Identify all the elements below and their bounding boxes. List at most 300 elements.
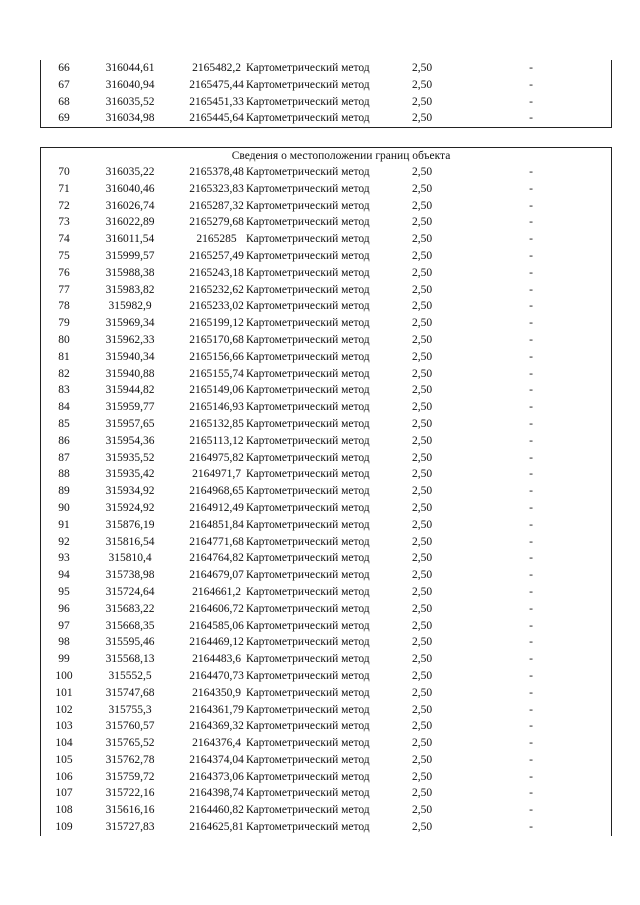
coord-x: 315765,52 [105, 737, 155, 750]
point-number: 82 [58, 367, 70, 380]
dash: - [529, 384, 533, 397]
coord-y: 2165279,68 [189, 216, 244, 229]
table-row [41, 668, 611, 685]
dash: - [529, 233, 533, 246]
table-row [41, 819, 611, 836]
table-row [41, 366, 611, 383]
point-number: 92 [58, 535, 70, 548]
coord-x: 315988,38 [105, 266, 155, 279]
point-number: 106 [55, 770, 73, 783]
coord-y: 2164661,2 [192, 585, 241, 598]
table-row [41, 77, 611, 94]
method: Картометрический метод [246, 350, 370, 363]
accuracy: 2,50 [411, 384, 433, 397]
method: Картометрический метод [246, 485, 370, 498]
point-number: 81 [58, 350, 70, 363]
accuracy: 2,50 [411, 753, 433, 766]
coord-x: 315983,82 [105, 283, 155, 296]
accuracy: 2,50 [411, 367, 433, 380]
coord-y: 2164606,72 [189, 602, 244, 615]
point-number: 94 [58, 569, 70, 582]
dash: - [529, 585, 533, 598]
coord-x: 315722,16 [105, 787, 155, 800]
coord-x: 315876,19 [105, 518, 155, 531]
coord-y: 2164460,82 [189, 804, 244, 817]
point-number: 70 [58, 166, 70, 178]
coord-y: 2165285 [196, 233, 237, 246]
coord-x: 315816,54 [105, 535, 155, 548]
coord-x: 316035,22 [105, 166, 155, 178]
dash: - [529, 300, 533, 313]
method: Картометрический метод [246, 585, 370, 598]
coord-y: 2164912,49 [189, 501, 244, 514]
coord-x: 316011,54 [105, 233, 155, 246]
accuracy: 2,50 [411, 720, 433, 733]
table-row [41, 248, 611, 265]
point-number: 104 [55, 737, 73, 750]
method: Картометрический метод [246, 821, 370, 834]
accuracy: 2,50 [411, 569, 433, 582]
dash: - [529, 821, 533, 834]
dash: - [529, 95, 533, 108]
coord-y: 2165323,83 [189, 182, 244, 195]
coord-x: 315747,68 [105, 686, 155, 699]
accuracy: 2,50 [411, 78, 433, 91]
accuracy: 2,50 [411, 401, 433, 414]
method: Картометрический метод [246, 434, 370, 447]
table-row [41, 433, 611, 450]
coord-y: 2164373,06 [189, 770, 244, 783]
table-row [41, 198, 611, 215]
point-number: 96 [58, 602, 70, 615]
accuracy: 2,50 [411, 434, 433, 447]
point-number: 83 [58, 384, 70, 397]
point-number: 95 [58, 585, 70, 598]
dash: - [529, 804, 533, 817]
accuracy: 2,50 [411, 300, 433, 313]
coord-x: 315616,16 [105, 804, 155, 817]
dash: - [529, 669, 533, 682]
dash: - [529, 62, 533, 74]
accuracy: 2,50 [411, 333, 433, 346]
method: Картометрический метод [246, 569, 370, 582]
accuracy: 2,50 [411, 686, 433, 699]
accuracy: 2,50 [411, 199, 433, 212]
point-number: 78 [58, 300, 70, 313]
table-row [41, 500, 611, 517]
dash: - [529, 619, 533, 632]
coord-y: 2165233,02 [189, 300, 244, 313]
coord-x: 316034,98 [105, 112, 155, 125]
dash: - [529, 350, 533, 363]
coord-y: 2164625,81 [189, 821, 244, 834]
accuracy: 2,50 [411, 485, 433, 498]
point-number: 77 [58, 283, 70, 296]
accuracy: 2,50 [411, 821, 433, 834]
table-row [41, 315, 611, 332]
coord-y: 2164361,79 [189, 703, 244, 716]
table-row [41, 450, 611, 467]
dash: - [529, 434, 533, 447]
table-row [41, 94, 611, 111]
dash: - [529, 686, 533, 699]
method: Картометрический метод [246, 770, 370, 783]
method: Картометрический метод [246, 367, 370, 380]
coord-x: 315724,64 [105, 585, 155, 598]
table-row [41, 517, 611, 534]
accuracy: 2,50 [411, 266, 433, 279]
accuracy: 2,50 [411, 804, 433, 817]
dash: - [529, 737, 533, 750]
coord-y: 2165156,66 [189, 350, 244, 363]
coord-y: 2164483,6 [192, 653, 241, 666]
coord-y: 2165475,44 [189, 78, 244, 91]
accuracy: 2,50 [411, 518, 433, 531]
coord-x: 315959,77 [105, 401, 155, 414]
table-row [41, 634, 611, 651]
table-row [41, 718, 611, 735]
method: Картометрический метод [246, 62, 370, 74]
point-number: 90 [58, 501, 70, 514]
accuracy: 2,50 [411, 770, 433, 783]
method: Картометрический метод [246, 703, 370, 716]
table-row [41, 265, 611, 282]
point-number: 101 [55, 686, 73, 699]
method: Картометрический метод [246, 552, 370, 565]
table-row [41, 214, 611, 231]
accuracy: 2,50 [411, 216, 433, 229]
method: Картометрический метод [246, 669, 370, 682]
coordinates-table-continued [40, 60, 612, 128]
method: Картометрический метод [246, 501, 370, 514]
point-number: 66 [58, 62, 70, 74]
point-number: 99 [58, 653, 70, 666]
point-number: 87 [58, 451, 70, 464]
coord-y: 2165451,33 [189, 95, 244, 108]
table-row [41, 769, 611, 786]
dash: - [529, 401, 533, 414]
coord-x: 316040,94 [105, 78, 155, 91]
coord-y: 2165243,18 [189, 266, 244, 279]
dash: - [529, 518, 533, 531]
accuracy: 2,50 [411, 737, 433, 750]
coord-y: 2165232,62 [189, 283, 244, 296]
point-number: 75 [58, 249, 70, 262]
point-number: 76 [58, 266, 70, 279]
point-number: 86 [58, 434, 70, 447]
point-number: 98 [58, 636, 70, 649]
point-number: 91 [58, 518, 70, 531]
accuracy: 2,50 [411, 112, 433, 125]
coord-y: 2164350,9 [192, 686, 241, 699]
dash: - [529, 753, 533, 766]
object-boundaries-table [40, 147, 612, 836]
table-row [41, 735, 611, 752]
method: Картометрический метод [246, 384, 370, 397]
table-row [41, 164, 611, 181]
dash: - [529, 770, 533, 783]
table-row [41, 282, 611, 299]
point-number: 71 [58, 182, 70, 195]
coord-x: 315762,78 [105, 753, 155, 766]
dash: - [529, 552, 533, 565]
coord-y: 2165113,12 [189, 434, 244, 447]
coord-x: 316035,52 [105, 95, 155, 108]
table-row [41, 483, 611, 500]
accuracy: 2,50 [411, 95, 433, 108]
accuracy: 2,50 [411, 602, 433, 615]
section-title: Сведения о местоположении границ объекта [231, 150, 451, 162]
dash: - [529, 535, 533, 548]
method: Картометрический метод [246, 95, 370, 108]
method: Картометрический метод [246, 720, 370, 733]
coord-y: 2164975,82 [189, 451, 244, 464]
table-row [41, 231, 611, 248]
point-number: 108 [55, 804, 73, 817]
point-number: 109 [55, 821, 73, 834]
dash: - [529, 317, 533, 330]
dash: - [529, 703, 533, 716]
point-number: 97 [58, 619, 70, 632]
point-number: 84 [58, 401, 70, 414]
table-row [41, 618, 611, 635]
coord-x: 315760,57 [105, 720, 155, 733]
coord-x: 316026,74 [105, 199, 155, 212]
coord-x: 315595,46 [105, 636, 155, 649]
accuracy: 2,50 [411, 636, 433, 649]
coord-x: 315755,3 [108, 703, 152, 716]
point-number: 100 [55, 669, 73, 682]
point-number: 74 [58, 233, 70, 246]
table-row [41, 550, 611, 567]
coord-x: 315962,33 [105, 333, 155, 346]
dash: - [529, 216, 533, 229]
method: Картометрический метод [246, 266, 370, 279]
dash: - [529, 602, 533, 615]
table-row [41, 382, 611, 399]
coord-x: 315999,57 [105, 249, 155, 262]
table-row [41, 567, 611, 584]
accuracy: 2,50 [411, 62, 433, 74]
method: Картометрический метод [246, 166, 370, 178]
accuracy: 2,50 [411, 317, 433, 330]
point-number: 85 [58, 417, 70, 430]
coord-x: 315668,35 [105, 619, 155, 632]
dash: - [529, 249, 533, 262]
coord-y: 2165482,2 [192, 62, 241, 74]
table-row [41, 584, 611, 601]
accuracy: 2,50 [411, 787, 433, 800]
coord-y: 2164585,06 [189, 619, 244, 632]
method: Картометрический метод [246, 417, 370, 430]
method: Картометрический метод [246, 333, 370, 346]
dash: - [529, 112, 533, 125]
coord-y: 2164374,04 [189, 753, 244, 766]
table-row [41, 349, 611, 366]
coord-y: 2164971,7 [192, 468, 241, 481]
table-row [41, 651, 611, 668]
method: Картометрический метод [246, 535, 370, 548]
table-row [41, 399, 611, 416]
accuracy: 2,50 [411, 350, 433, 363]
method: Картометрический метод [246, 199, 370, 212]
coord-y: 2165132,85 [189, 417, 244, 430]
accuracy: 2,50 [411, 501, 433, 514]
accuracy: 2,50 [411, 535, 433, 548]
point-number: 89 [58, 485, 70, 498]
point-number: 102 [55, 703, 73, 716]
coord-x: 315810,4 [108, 552, 152, 565]
coord-x: 315982,9 [108, 300, 152, 313]
method: Картометрический метод [246, 518, 370, 531]
dash: - [529, 720, 533, 733]
dash: - [529, 78, 533, 91]
table-row [41, 110, 611, 127]
table-row [41, 785, 611, 802]
coord-x: 315969,34 [105, 317, 155, 330]
dash: - [529, 182, 533, 195]
accuracy: 2,50 [411, 552, 433, 565]
method: Картометрический метод [246, 249, 370, 262]
dash: - [529, 367, 533, 380]
coord-x: 315935,42 [105, 468, 155, 481]
coord-y: 2165287,32 [189, 199, 244, 212]
dash: - [529, 636, 533, 649]
coord-y: 2165170,68 [189, 333, 244, 346]
dash: - [529, 485, 533, 498]
dash: - [529, 417, 533, 430]
method: Картометрический метод [246, 216, 370, 229]
coord-x: 315934,92 [105, 485, 155, 498]
table-row [41, 181, 611, 198]
accuracy: 2,50 [411, 703, 433, 716]
method: Картометрический метод [246, 283, 370, 296]
coord-y: 2164369,32 [189, 720, 244, 733]
accuracy: 2,50 [411, 653, 433, 666]
dash: - [529, 787, 533, 800]
coord-y: 2164376,4 [192, 737, 241, 750]
coord-y: 2165378,48 [189, 166, 244, 178]
coord-y: 2165146,93 [189, 401, 244, 414]
table-row [41, 332, 611, 349]
coord-y: 2164968,65 [189, 485, 244, 498]
method: Картометрический метод [246, 317, 370, 330]
point-number: 79 [58, 317, 70, 330]
coord-y: 2164764,82 [189, 552, 244, 565]
method: Картометрический метод [246, 737, 370, 750]
method: Картометрический метод [246, 112, 370, 125]
accuracy: 2,50 [411, 619, 433, 632]
method: Картометрический метод [246, 182, 370, 195]
method: Картометрический метод [246, 401, 370, 414]
dash: - [529, 199, 533, 212]
method: Картометрический метод [246, 686, 370, 699]
coord-y: 2165199,12 [189, 317, 244, 330]
coord-y: 2165445,64 [189, 112, 244, 125]
point-number: 93 [58, 552, 70, 565]
point-number: 105 [55, 753, 73, 766]
accuracy: 2,50 [411, 468, 433, 481]
dash: - [529, 166, 533, 178]
method: Картометрический метод [246, 602, 370, 615]
accuracy: 2,50 [411, 451, 433, 464]
accuracy: 2,50 [411, 669, 433, 682]
method: Картометрический метод [246, 468, 370, 481]
coord-x: 315552,5 [108, 669, 152, 682]
coord-y: 2165155,74 [189, 367, 244, 380]
point-number: 69 [58, 112, 70, 125]
table-row [41, 752, 611, 769]
method: Картометрический метод [246, 300, 370, 313]
point-number: 88 [58, 468, 70, 481]
table-row [41, 685, 611, 702]
coord-x: 315568,13 [105, 653, 155, 666]
dash: - [529, 333, 533, 346]
dash: - [529, 266, 533, 279]
coord-y: 2164679,07 [189, 569, 244, 582]
accuracy: 2,50 [411, 182, 433, 195]
point-number: 73 [58, 216, 70, 229]
accuracy: 2,50 [411, 585, 433, 598]
point-number: 80 [58, 333, 70, 346]
table-row [41, 702, 611, 719]
coord-x: 316040,46 [105, 182, 155, 195]
coord-x: 315738,98 [105, 569, 155, 582]
dash: - [529, 283, 533, 296]
accuracy: 2,50 [411, 283, 433, 296]
coord-x: 315759,72 [105, 770, 155, 783]
dash: - [529, 501, 533, 514]
method: Картометрический метод [246, 804, 370, 817]
method: Картометрический метод [246, 78, 370, 91]
method: Картометрический метод [246, 787, 370, 800]
point-number: 67 [58, 78, 70, 91]
point-number: 103 [55, 720, 73, 733]
coord-x: 315727,83 [105, 821, 155, 834]
table-row [41, 802, 611, 819]
coord-x: 316022,89 [105, 216, 155, 229]
coord-x: 315924,92 [105, 501, 155, 514]
point-number: 72 [58, 199, 70, 212]
coord-x: 315944,82 [105, 384, 155, 397]
point-number: 68 [58, 95, 70, 108]
coord-x: 316044,61 [105, 62, 155, 74]
dash: - [529, 451, 533, 464]
coord-y: 2164771,68 [189, 535, 244, 548]
table-row [41, 298, 611, 315]
coord-x: 315940,88 [105, 367, 155, 380]
table-row [41, 466, 611, 483]
coord-x: 315683,22 [105, 602, 155, 615]
point-number: 107 [55, 787, 73, 800]
coord-y: 2164851,84 [189, 518, 244, 531]
method: Картометрический метод [246, 233, 370, 246]
table-row [41, 601, 611, 618]
coord-y: 2164470,73 [189, 669, 244, 682]
coord-x: 315957,65 [105, 417, 155, 430]
table-row [41, 60, 611, 77]
accuracy: 2,50 [411, 166, 433, 178]
coord-y: 2164469,12 [189, 636, 244, 649]
table-row [41, 416, 611, 433]
accuracy: 2,50 [411, 233, 433, 246]
dash: - [529, 569, 533, 582]
dash: - [529, 468, 533, 481]
method: Картометрический метод [246, 619, 370, 632]
accuracy: 2,50 [411, 417, 433, 430]
accuracy: 2,50 [411, 249, 433, 262]
method: Картометрический метод [246, 636, 370, 649]
